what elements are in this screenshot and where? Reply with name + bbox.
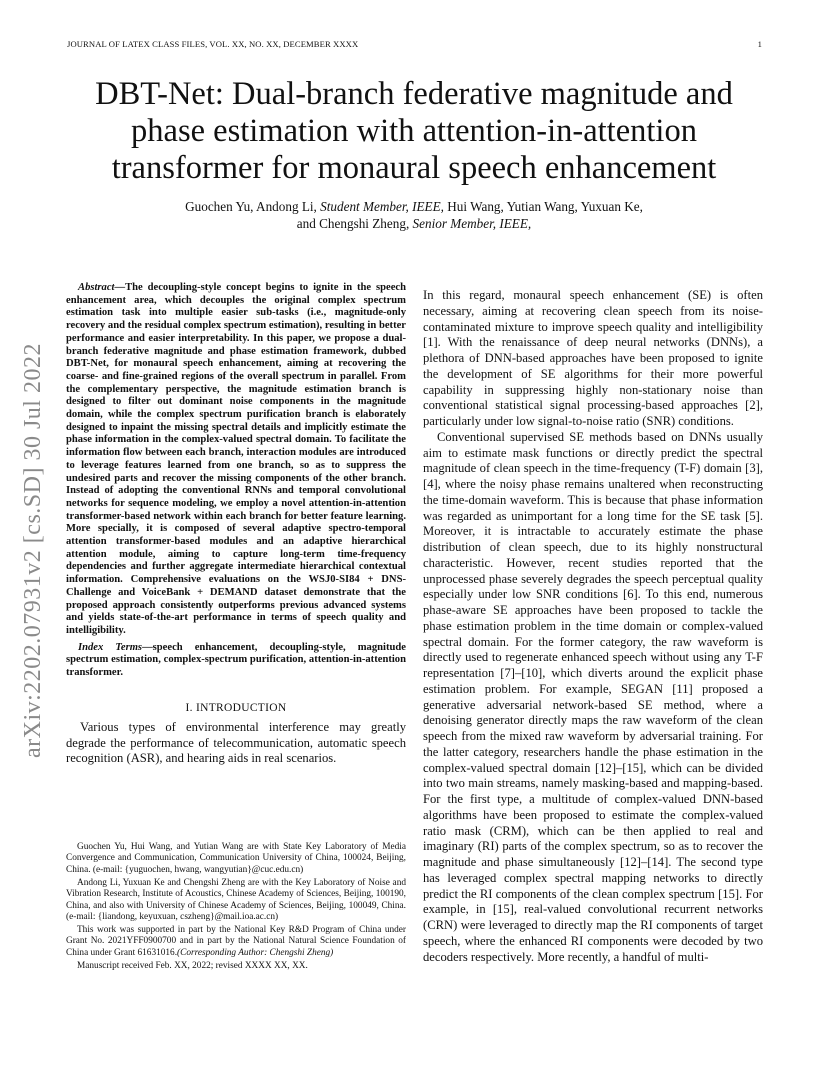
- footnote: Andong Li, Yuxuan Ke and Chengshi Zheng are with the Key Laboratory of Noise and Vibration Research, Institute of Acoustics, Chinese Academy of Sciences, Beijing, 100190, China, and also with University of Chinese Academy of Sciences, Beijing, 100049, China. (e-mail: {liandong, keyuxuan, cszheng}@mail.ioa.ac.cn): [66, 877, 406, 923]
- right-column: [423, 288, 763, 965]
- section-heading: I. INTRODUCTION: [185, 701, 287, 714]
- running-header: [67, 39, 762, 51]
- footnote: Manuscript received Feb. XX, 2022; revised XXXX XX, XX.: [77, 960, 308, 971]
- footnote: Guochen Yu, Hui Wang, and Yutian Wang are with State Key Laboratory of Media Convergence and Communication, Communication University of China, 100024, Beijing, China. (e-mail: {yuguochen, hwang, wangyutian}@cuc.edu.cn): [66, 842, 406, 875]
- abstract-text: —The decoupling-style concept begins to ignite in the speech enhancement area, which decouples the original complex spectrum estimation task into multiple easier sub-tasks (i.e., magnitude-only recovery and the residual complex spectrum estimation), resulting in better performance and easier interpretability. In this paper, we propose a dual-branch federative magnitude and phase estimation framework, dubbed DBT-Net, for monaural speech enhancement, aiming at recovering the coarse- and fine-grained regions of the overall spectrum in parallel. From the complementary perspective, the magnitude estimation branch is designed to filter out dominant noise components in the magnitude domain, while the complex spectrum purification branch is elaborately designed to inpaint the missing spectral details and implicitly estimate the phase information in the complex-valued spectral domain. To facilitate the information flow between each branch, interaction modules are introduced to leverage features learned from one branch, so as to suppress the undesired parts and recover the missing components of the other branch. Instead of adopting the conventional RNNs and temporal convolutional networks for sequence modeling, we employ a novel attention-in-attention transformer-based network within each branch for better feature learning. More specially, it is composed of several adaptive spectro-temporal attention transformer-based modules and an adaptive hierarchical attention module, aiming to capture long-term time-frequency dependencies and further aggregate intermediate hierarchical contextual information. Comprehensive evaluations on the WSJ0-SI84 + DNS-Challenge and VoiceBank + DEMAND dataset demonstrate that the proposed approach consistently outperforms previous advanced systems and yields state-of-the-art performance in terms of speech quality and intelligibility.: [66, 282, 406, 636]
- index-terms-text: —speech enhancement, decoupling-style, magnitude spectrum estimation, complex-spectrum purification, attention-in-attention transformer.: [66, 641, 406, 679]
- intro-paragraph: Various types of environmental interference may greatly degrade the performance of telecommunication, automatic speech recognition (ASR), and hearing aids in real scenarios.: [66, 719, 406, 766]
- body-paragraph: In this regard, monaural speech enhancement (SE) is often necessary, aiming at recovering clean speech from its noise-contaminated mixture to improve speech quality and intelligibility [1]. With the renaissance of deep neural networks (DNNs), a plethora of DNN-based approaches have been proposed to ignite the development of SE algorithms for their more powerful capability in suppressing highly non-stationary noise than conventional statistical signal processing-based approaches [2], particularly under low signal-to-noise ratio (SNR) conditions.: [423, 288, 763, 428]
- author-line-2: [100, 215, 728, 232]
- abstract-label: Abstract: [78, 282, 115, 293]
- funding-text: This work was supported in part by the National Key R&D Program of China under Grant No. 2021YFF0900700 and in part by the National Natural Science Foundation of China under Grant 61631016.: [66, 925, 406, 958]
- author-line-1: [100, 198, 728, 215]
- author-list: [100, 198, 728, 232]
- left-column: [66, 282, 406, 767]
- author-names: and Chengshi Zheng,: [296, 216, 413, 231]
- footnotes: [66, 842, 406, 974]
- abstract: [66, 282, 406, 638]
- paper-title: DBT-Net: Dual-branch federative magnitude and phase estimation with attention-in-attention transformer for monaural speech enhancement: [95, 76, 733, 186]
- author-names: Guochen Yu, Andong Li,: [185, 199, 321, 214]
- body-paragraph: Conventional supervised SE methods based on DNNs usually aim to estimate mask functions or directly predict the spectral magnitude of clean speech in the time-frequency (T-F) domain [3], [4], where the noisy phase remains unaltered when reconstructing the time-domain waveform. This is because that phase information was regarded as unimportant for a long time for the SE task [5]. Moreover, it is intractable to accurately estimate the phase distribution of clean speech, due to its highly nonstructural characteristic. However, recent studies reported that the unprocessed phase severely degrades the speech perceptual quality especially under low SNR conditions [6]. To this end, numerous phase-aware SE approaches have been proposed to tackle the phase estimation problem in the time domain or complex-valued spectral domain. For the former category, the raw waveform is directly used to regenerate enhanced speech without using any T-F representation [7]–[10], which diverts around the explicit phase estimation problem. For example, SEGAN [11] proposed a generative adversarial network-based SE method, where a denoising generator directly maps the raw waveform of the clean speech from the mixed raw waveform by adversarial training. For the latter category, researchers handle the phase estimation in the complex-valued spectral domain [12]–[15], which can be divided into two main streams, namely masking-based and mapping-based. For the first type, a multitude of complex-valued DNN-based algorithms have been proposed to estimate the complex-valued ratio mask (CRM), which can be then applied to real and imaginary (RI) parts of the complex spectrum, so as to recover the magnitude and phase simultaneously [12]–[14]. The second type has leveraged complex spectral mapping networks to directly predict the RI components of the clean complex spectrum [15]. For example, in [15], real-valued convolutional recurrent networks (CRN) were leveraged to directly map the RI components of target speech, where the enhanced RI components were decoded by two decoders respectively. More recently, a handful of multi-: [423, 429, 763, 964]
- author-role: Student Member, IEEE,: [320, 199, 444, 214]
- arxiv-stamp-text: arXiv:2202.07931v2 [cs.SD] 30 Jul 2022: [20, 343, 46, 758]
- author-names: Hui Wang, Yutian Wang, Yuxuan Ke,: [443, 199, 643, 214]
- journal-header: JOURNAL OF LATEX CLASS FILES, VOL. XX, NO. XX, DECEMBER XXXX: [67, 39, 359, 49]
- author-role: Senior Member, IEEE,: [412, 216, 532, 231]
- page-number: 1: [757, 39, 762, 49]
- index-terms: [66, 642, 406, 680]
- index-terms-label: Index Terms: [78, 641, 143, 653]
- footnote: [66, 925, 406, 959]
- corresponding-author: (Corresponding Author: Chengshi Zheng): [177, 947, 334, 958]
